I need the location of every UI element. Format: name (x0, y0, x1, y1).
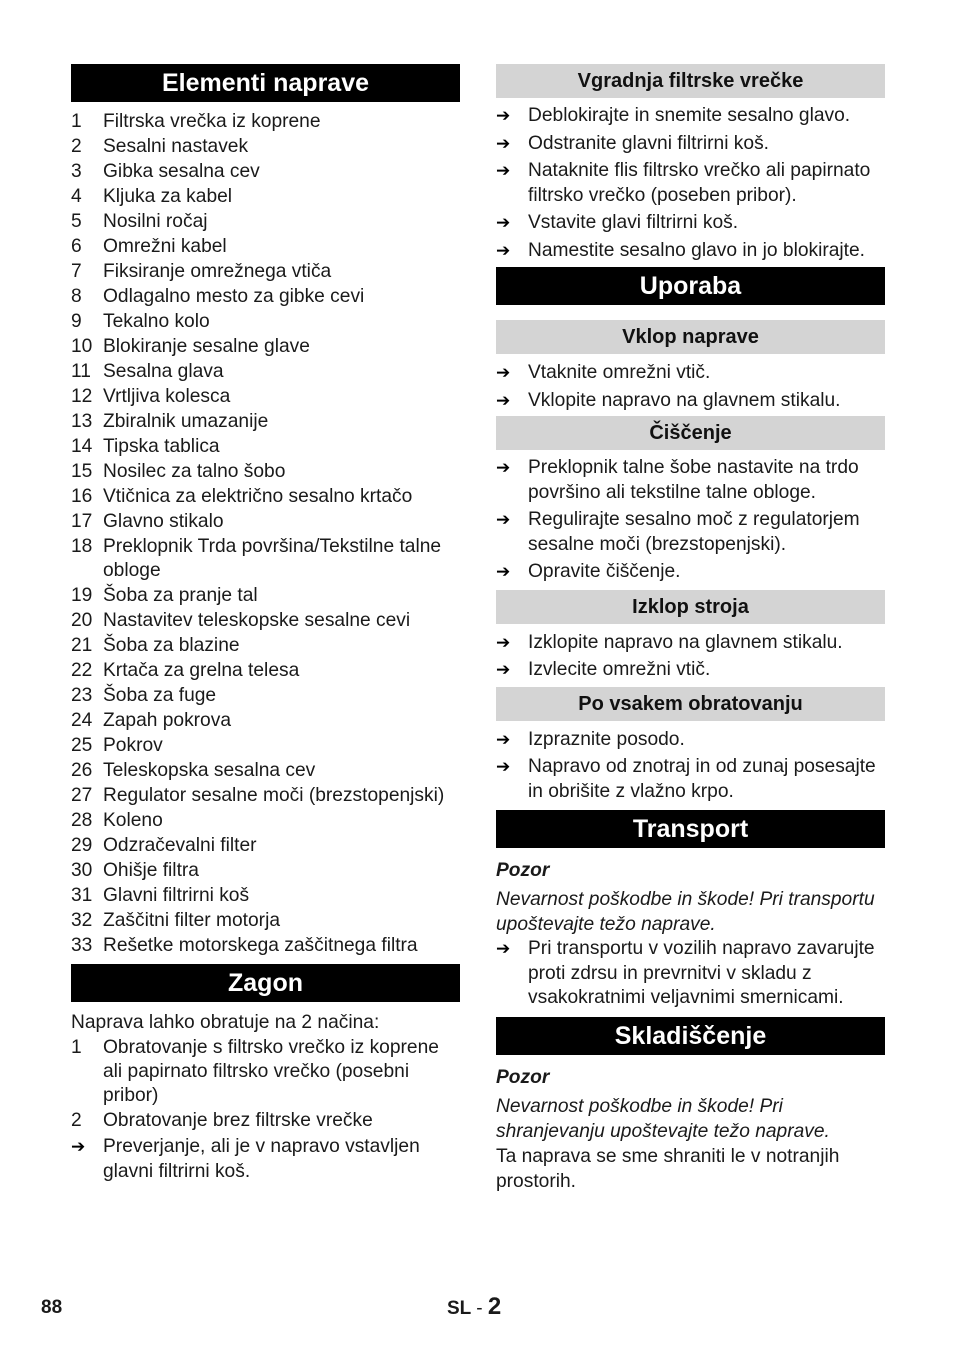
list-item (71, 485, 460, 509)
list-item (71, 709, 460, 733)
step-item (496, 728, 885, 753)
item-number: 15 (71, 461, 93, 482)
list-item (71, 410, 460, 434)
item-number: 3 (71, 161, 82, 182)
step-item (496, 937, 885, 1011)
arrow-right-icon: ➔ (496, 729, 511, 749)
section-title-transport: Transport (496, 810, 885, 848)
item-text: Pokrov (103, 735, 163, 756)
vgradnja-steps (496, 104, 885, 263)
step-item (496, 658, 885, 683)
item-text: Sesalna glava (103, 361, 224, 382)
item-text: Glavno stikalo (103, 511, 224, 532)
step-item (496, 631, 885, 656)
list-item (71, 584, 460, 608)
item-number: 5 (71, 211, 82, 232)
step-text: Vtaknite omrežni vtič. (528, 362, 711, 383)
arrow-right-icon: ➔ (496, 562, 511, 581)
transport-caution-label: Pozor (496, 860, 550, 881)
arrow-right-icon: ➔ (496, 632, 511, 652)
item-text: Koleno (103, 810, 163, 831)
item-number: 21 (71, 635, 93, 656)
item-number: 4 (71, 186, 82, 207)
list-item (71, 385, 460, 409)
subsection-title-vgradnja: Vgradnja filtrske vrečke (496, 64, 885, 98)
step-item (496, 211, 885, 236)
skladiscenje-text: Ta naprava se sme shraniti le v notranjih prostorih. (496, 1145, 840, 1192)
list-item (71, 260, 460, 284)
list-item (71, 809, 460, 833)
arrow-right-icon: ➔ (496, 240, 511, 260)
arrow-right-icon: ➔ (496, 390, 511, 410)
item-number: 11 (71, 361, 91, 382)
parts-list (71, 110, 460, 958)
list-item (71, 734, 460, 758)
item-number: 1 (71, 111, 82, 132)
item-text: Vrtljiva kolesca (103, 386, 231, 407)
item-text: Kljuka za kabel (103, 186, 233, 207)
item-number: 12 (71, 386, 93, 407)
list-item (71, 535, 460, 583)
item-text: Ohišje filtra (103, 860, 199, 881)
list-item (71, 135, 460, 159)
step-text: Vklopite napravo na glavnem stikalu. (528, 389, 841, 411)
right-column (496, 64, 885, 1194)
item-text: Regulator sesalne moči (brezstopenjski) (103, 785, 445, 806)
item-number: 27 (71, 785, 93, 806)
skladiscenje-caution-label: Pozor (496, 1066, 550, 1088)
item-text: Omrežni kabel (103, 236, 227, 257)
list-item (71, 160, 460, 184)
arrow-right-icon: ➔ (496, 213, 511, 232)
step-item (496, 132, 885, 157)
item-text: Šoba za pranje tal (103, 585, 258, 606)
item-text: Nosilni ročaj (103, 211, 208, 232)
step-text: Izklopite napravo na glavnem stikalu. (528, 631, 843, 653)
item-text: Tipska tablica (103, 436, 220, 457)
list-item (71, 834, 460, 858)
item-number: 7 (71, 261, 82, 282)
item-text: Zapah pokrova (103, 710, 231, 731)
item-text: Šoba za blazine (103, 635, 240, 656)
item-number: 23 (71, 685, 93, 706)
item-number: 8 (71, 286, 82, 307)
zagon-modes-list (71, 1036, 460, 1133)
item-text: Krtača za grelna telesa (103, 660, 300, 681)
item-number: 1 (71, 1037, 82, 1058)
item-number: 20 (71, 610, 93, 631)
list-item (71, 609, 460, 633)
item-number: 2 (71, 1110, 82, 1131)
item-text: Rešetke motorskega zaščitnega filtra (103, 935, 418, 956)
step-text: Deblokirajte in snemite sesalno glavo. (528, 105, 851, 126)
item-text: Obratovanje s filtrsko vrečko iz koprene ali papirnato filtrsko vrečko (posebni pribor) (103, 1037, 439, 1106)
section-title-elementi: Elementi naprave (71, 64, 460, 102)
item-number: 22 (71, 660, 93, 681)
item-text: Zbiralnik umazanije (103, 411, 269, 432)
list-item (71, 884, 460, 908)
item-number: 29 (71, 835, 93, 856)
sub-page-number: 2 (487, 1293, 502, 1320)
item-text: Filtrska vrečka iz koprene (103, 111, 321, 132)
list-item (71, 210, 460, 234)
item-number: 32 (71, 910, 93, 931)
step-text: Izvlecite omrežni vtič. (528, 659, 711, 680)
page-label-separator: - (476, 1298, 483, 1319)
list-item (71, 784, 460, 808)
list-item (71, 759, 460, 783)
arrow-right-icon: ➔ (496, 757, 511, 776)
step-item (496, 361, 885, 386)
izklop-steps (496, 631, 885, 683)
step-text: Preverjanje, ali je v napravo vstavljen glavni filtrirni koš. (103, 1136, 420, 1182)
step-item (496, 104, 885, 129)
zagon-intro: Naprava lahko obratuje na 2 načina: (71, 1012, 380, 1033)
list-item (71, 110, 460, 134)
list-item (71, 859, 460, 883)
step-item (496, 159, 885, 208)
step-text: Odstranite glavni filtrirni koš. (528, 132, 769, 154)
zagon-steps (71, 1135, 460, 1184)
page-number: 88 (41, 1297, 63, 1318)
page-label (447, 1293, 501, 1321)
step-text: Vstavite glavi filtrirni koš. (528, 212, 739, 233)
arrow-right-icon: ➔ (496, 363, 511, 382)
language-code: SL (447, 1298, 471, 1319)
item-number: 9 (71, 311, 82, 332)
subsection-title-ciscenje: Čiščenje (496, 416, 885, 450)
list-item (71, 1109, 460, 1133)
list-item (71, 310, 460, 334)
step-text: Regulirajte sesalno moč z regulatorjem sesalne moči (brezstopenjski). (528, 509, 860, 555)
list-item (71, 634, 460, 658)
item-text: Odzračevalni filter (103, 835, 257, 856)
item-number: 13 (71, 411, 93, 432)
subsection-title-izklop: Izklop stroja (496, 590, 885, 624)
step-item (496, 239, 885, 264)
list-item (71, 684, 460, 708)
transport-warning: Nevarnost poškodbe in škode! Pri transportu upoštevajte težo naprave. (496, 889, 875, 935)
arrow-right-icon: ➔ (496, 660, 511, 679)
item-text: Nastavitev teleskopske sesalne cevi (103, 610, 411, 631)
vklop-steps (496, 361, 885, 413)
item-number: 33 (71, 935, 93, 956)
left-column (71, 64, 460, 1187)
list-item (71, 235, 460, 259)
item-text: Šoba za fuge (103, 685, 217, 706)
list-item (71, 934, 460, 958)
item-text: Odlagalno mesto za gibke cevi (103, 286, 365, 307)
arrow-right-icon: ➔ (496, 510, 511, 529)
list-item (71, 659, 460, 683)
item-number: 2 (71, 136, 82, 157)
item-number: 6 (71, 236, 82, 257)
skladiscenje-warning: Nevarnost poškodbe in škode! Pri shranjevanju upoštevajte težo naprave. (496, 1095, 830, 1142)
arrow-right-icon: ➔ (496, 458, 511, 477)
ciscenje-steps (496, 456, 885, 585)
step-text: Opravite čiščenje. (528, 561, 681, 582)
item-text: Teleskopska sesalna cev (103, 760, 316, 781)
item-text: Obratovanje brez filtrske vrečke (103, 1110, 373, 1131)
step-item (496, 508, 885, 557)
item-number: 17 (71, 511, 93, 532)
list-item (71, 185, 460, 209)
item-text: Sesalni nastavek (103, 136, 249, 157)
list-item (71, 360, 460, 384)
step-text: Preklopnik talne šobe nastavite na trdo površino ali tekstilne talne obloge. (528, 457, 859, 503)
item-number: 10 (71, 336, 93, 357)
item-text: Zaščitni filter motorja (103, 910, 280, 931)
list-item (71, 435, 460, 459)
item-text: Tekalno kolo (103, 311, 210, 332)
item-number: 28 (71, 810, 93, 831)
subsection-title-vklop: Vklop naprave (496, 320, 885, 354)
section-title-uporaba: Uporaba (496, 267, 885, 305)
item-number: 31 (71, 885, 93, 906)
item-number: 30 (71, 860, 93, 881)
step-text: Pri transportu v vozilih napravo zavarujte proti zdrsu in prevrnitvi v skladu z vsakokratnimi veljavnimi smernicami. (528, 938, 875, 1008)
item-text: Fiksiranje omrežnega vtiča (103, 261, 332, 282)
po-obratovanju-steps (496, 728, 885, 805)
arrow-right-icon: ➔ (496, 106, 511, 125)
section-title-zagon: Zagon (71, 964, 460, 1002)
item-text: Gibka sesalna cev (103, 161, 260, 182)
item-text: Nosilec za talno šobo (103, 461, 286, 482)
item-number: 26 (71, 760, 93, 781)
item-number: 24 (71, 710, 93, 731)
item-number: 16 (71, 486, 93, 507)
item-text: Glavni filtrirni koš (103, 885, 250, 906)
arrow-right-icon: ➔ (496, 939, 511, 958)
section-title-skladiscenje: Skladiščenje (496, 1017, 885, 1055)
list-item (71, 1036, 460, 1108)
item-text: Preklopnik Trda površina/Tekstilne talne obloge (103, 536, 442, 581)
item-text: Vtičnica za električno sesalno krtačo (103, 486, 413, 507)
arrow-right-icon: ➔ (496, 133, 511, 153)
step-item (496, 755, 885, 804)
subsection-title-po-obratovanju: Po vsakem obratovanju (496, 687, 885, 721)
step-item (496, 389, 885, 414)
list-item (71, 335, 460, 359)
item-number: 18 (71, 536, 93, 557)
item-number: 19 (71, 585, 93, 606)
step-text: Napravo od znotraj in od zunaj posesajte in obrišite z vlažno krpo. (528, 756, 876, 802)
step-item (71, 1135, 460, 1184)
step-text: Nataknite flis filtrsko vrečko ali papirnato filtrsko vrečko (poseben pribor). (528, 160, 871, 206)
list-item (71, 510, 460, 534)
step-text: Izpraznite posodo. (528, 728, 685, 750)
item-number: 14 (71, 436, 93, 457)
list-item (71, 460, 460, 484)
list-item (71, 909, 460, 933)
step-text: Namestite sesalno glavo in jo blokirajte. (528, 239, 866, 261)
item-number: 25 (71, 735, 93, 756)
transport-steps (496, 937, 885, 1011)
step-item (496, 456, 885, 505)
step-item (496, 560, 885, 585)
arrow-right-icon: ➔ (496, 161, 511, 180)
item-text: Blokiranje sesalne glave (103, 336, 310, 357)
arrow-right-icon: ➔ (71, 1137, 86, 1156)
list-item (71, 285, 460, 309)
